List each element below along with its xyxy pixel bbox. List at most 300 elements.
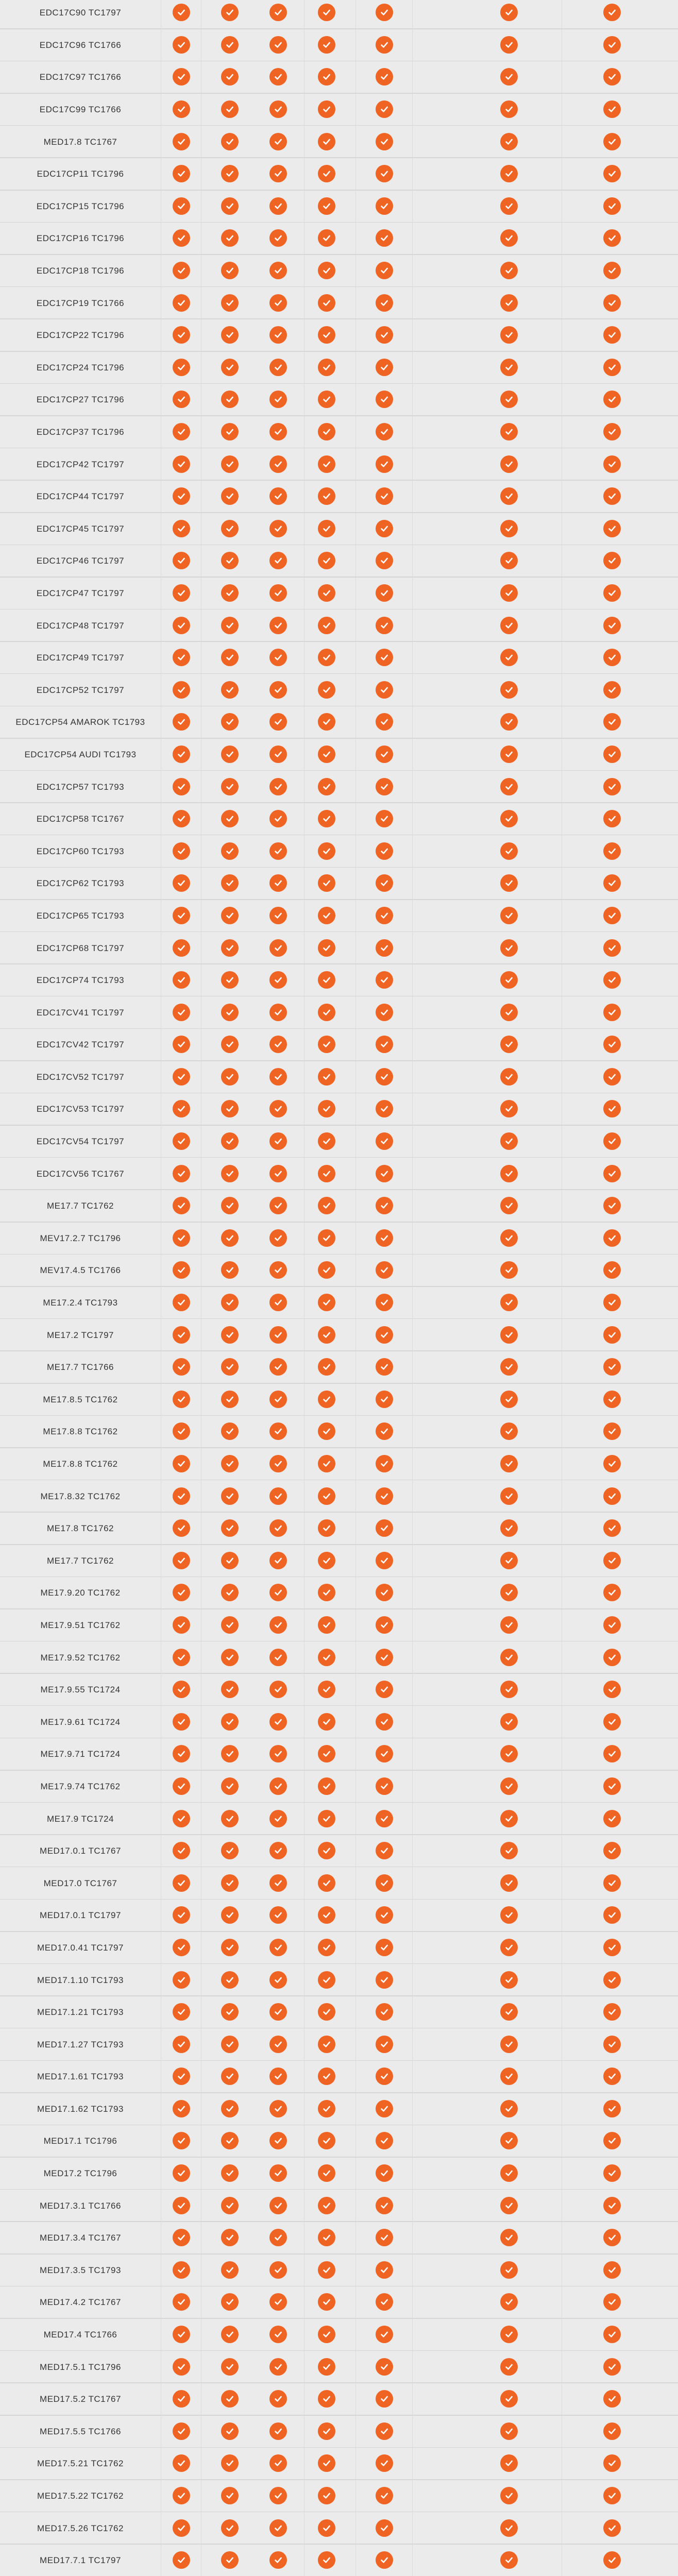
column-divider — [412, 1545, 413, 1578]
check-circle-icon — [269, 1165, 287, 1182]
column-divider — [412, 2319, 413, 2351]
check-circle-icon — [221, 1649, 239, 1666]
check-circle-icon — [269, 2229, 287, 2246]
check-circle-icon — [221, 1552, 239, 1569]
ecu-model-label: MED17.0 TC1767 — [43, 1878, 117, 1888]
check-circle-icon — [173, 778, 190, 795]
table-row — [0, 1577, 678, 1609]
check-circle-icon — [500, 1745, 518, 1762]
check-circle-icon — [221, 1810, 239, 1827]
column-divider — [355, 2222, 356, 2255]
check-circle-icon — [221, 455, 239, 473]
ecu-model-label: MED17.3.1 TC1766 — [40, 2200, 121, 2211]
check-circle-icon — [318, 939, 335, 957]
column-divider — [355, 642, 356, 674]
check-circle-icon — [603, 2132, 621, 2149]
check-circle-icon — [221, 1713, 239, 1731]
column-divider — [355, 2480, 356, 2513]
check-circle-icon — [318, 1068, 335, 1086]
check-circle-icon — [269, 2132, 287, 2149]
ecu-model-label: EDC17CP65 TC1793 — [36, 910, 125, 921]
check-circle-icon — [221, 1487, 239, 1505]
check-circle-icon — [500, 552, 518, 569]
ecu-model-label: EDC17C97 TC1766 — [39, 72, 122, 82]
check-circle-icon — [221, 778, 239, 795]
check-circle-icon — [376, 1004, 393, 1021]
check-circle-icon — [173, 133, 190, 150]
check-circle-icon — [500, 2390, 518, 2408]
column-divider — [355, 771, 356, 803]
check-circle-icon — [603, 617, 621, 634]
check-circle-icon — [376, 1036, 393, 1053]
ecu-model-label: EDC17CP18 TC1796 — [36, 266, 125, 276]
check-circle-icon — [500, 1971, 518, 1989]
table-row — [0, 1287, 678, 1319]
check-circle-icon — [376, 423, 393, 440]
column-divider — [412, 1513, 413, 1545]
check-circle-icon — [173, 1971, 190, 1989]
check-circle-icon — [221, 1229, 239, 1247]
check-circle-icon — [603, 391, 621, 408]
check-circle-icon — [269, 1713, 287, 1731]
check-circle-icon — [269, 100, 287, 118]
check-circle-icon — [173, 391, 190, 408]
check-circle-icon — [376, 1294, 393, 1311]
check-circle-icon — [376, 1519, 393, 1537]
check-circle-icon — [269, 939, 287, 957]
column-divider — [412, 1029, 413, 1061]
check-circle-icon — [318, 2261, 335, 2279]
check-circle-icon — [173, 2067, 190, 2085]
column-divider — [412, 868, 413, 900]
column-divider — [355, 545, 356, 578]
check-circle-icon — [500, 939, 518, 957]
column-divider — [412, 287, 413, 319]
check-circle-icon — [376, 487, 393, 505]
check-circle-icon — [500, 681, 518, 699]
check-circle-icon — [318, 2036, 335, 2053]
check-circle-icon — [269, 326, 287, 344]
check-circle-icon — [376, 2132, 393, 2149]
column-divider — [412, 1803, 413, 1835]
check-circle-icon — [221, 2519, 239, 2537]
column-divider — [412, 1964, 413, 1996]
column-divider — [412, 29, 413, 62]
check-circle-icon — [603, 1487, 621, 1505]
column-divider — [412, 1771, 413, 1803]
check-circle-icon — [318, 778, 335, 795]
column-divider — [412, 964, 413, 997]
check-circle-icon — [603, 2454, 621, 2472]
column-divider — [355, 287, 356, 319]
check-circle-icon — [269, 1939, 287, 1956]
check-circle-icon — [269, 1261, 287, 1279]
ecu-model-label: ME17.9 TC1724 — [47, 1814, 114, 1824]
check-circle-icon — [603, 1681, 621, 1698]
table-row — [0, 1255, 678, 1287]
check-circle-icon — [500, 1487, 518, 1505]
table-row — [0, 1545, 678, 1578]
column-divider — [355, 1674, 356, 1706]
check-circle-icon — [173, 552, 190, 569]
table-row — [0, 2093, 678, 2126]
ecu-model-label: MED17.7.1 TC1797 — [40, 2555, 121, 2566]
table-row — [0, 1513, 678, 1545]
check-circle-icon — [603, 1777, 621, 1795]
ecu-model-label: EDC17CP47 TC1797 — [36, 588, 125, 598]
check-circle-icon — [269, 455, 287, 473]
ecu-model-label: EDC17CV54 TC1797 — [36, 1137, 125, 1147]
check-circle-icon — [173, 2551, 190, 2569]
check-circle-icon — [376, 68, 393, 86]
check-circle-icon — [500, 778, 518, 795]
check-circle-icon — [318, 810, 335, 827]
column-divider — [412, 223, 413, 255]
check-circle-icon — [500, 1261, 518, 1279]
ecu-model-label: ME17.8.8 TC1762 — [43, 1459, 118, 1469]
check-circle-icon — [376, 2261, 393, 2279]
check-circle-icon — [221, 1681, 239, 1698]
check-circle-icon — [221, 810, 239, 827]
column-divider — [355, 2093, 356, 2126]
table-row — [0, 1641, 678, 1674]
check-circle-icon — [269, 2551, 287, 2569]
check-circle-icon — [500, 971, 518, 989]
check-circle-icon — [173, 487, 190, 505]
check-circle-icon — [376, 2551, 393, 2569]
check-circle-icon — [173, 907, 190, 924]
check-circle-icon — [269, 907, 287, 924]
column-divider — [355, 2448, 356, 2480]
ecu-model-label: EDC17CP44 TC1797 — [36, 492, 125, 502]
check-circle-icon — [376, 1552, 393, 1569]
column-divider — [355, 1448, 356, 1481]
table-row — [0, 1416, 678, 1448]
column-divider — [412, 2383, 413, 2416]
check-circle-icon — [221, 2100, 239, 2117]
check-circle-icon — [500, 907, 518, 924]
check-circle-icon — [269, 1229, 287, 1247]
column-divider — [412, 448, 413, 481]
check-circle-icon — [221, 2422, 239, 2440]
ecu-model-label: EDC17CP37 TC1796 — [36, 427, 125, 437]
check-circle-icon — [318, 229, 335, 247]
check-circle-icon — [318, 326, 335, 344]
check-circle-icon — [376, 2293, 393, 2311]
check-circle-icon — [221, 1842, 239, 1859]
check-circle-icon — [376, 2390, 393, 2408]
check-circle-icon — [500, 1906, 518, 1924]
check-circle-icon — [221, 552, 239, 569]
table-row — [0, 1964, 678, 1996]
check-circle-icon — [173, 1810, 190, 1827]
check-circle-icon — [376, 2100, 393, 2117]
ecu-model-label: EDC17CP16 TC1796 — [36, 233, 125, 244]
check-circle-icon — [376, 520, 393, 537]
check-circle-icon — [221, 1906, 239, 1924]
check-circle-icon — [221, 197, 239, 215]
column-divider — [412, 1126, 413, 1158]
check-circle-icon — [269, 617, 287, 634]
column-divider — [412, 2222, 413, 2255]
check-circle-icon — [376, 1584, 393, 1601]
check-circle-icon — [500, 1197, 518, 1214]
table-row — [0, 1609, 678, 1642]
check-circle-icon — [500, 455, 518, 473]
table-row — [0, 2222, 678, 2255]
check-circle-icon — [221, 36, 239, 54]
check-circle-icon — [318, 262, 335, 279]
ecu-model-label: MED17.5.2 TC1767 — [40, 2394, 121, 2404]
check-circle-icon — [318, 1261, 335, 1279]
ecu-model-label: MED17.1 TC1796 — [43, 2136, 117, 2146]
check-circle-icon — [173, 745, 190, 763]
column-divider — [355, 1641, 356, 1674]
column-divider — [355, 1029, 356, 1061]
check-circle-icon — [173, 1713, 190, 1731]
check-circle-icon — [318, 1358, 335, 1376]
check-circle-icon — [318, 520, 335, 537]
check-circle-icon — [603, 165, 621, 182]
table-row — [0, 739, 678, 771]
column-divider — [412, 0, 413, 29]
check-circle-icon — [221, 391, 239, 408]
check-circle-icon — [500, 1874, 518, 1892]
check-circle-icon — [500, 1358, 518, 1376]
check-circle-icon — [173, 1326, 190, 1344]
check-circle-icon — [269, 552, 287, 569]
ecu-model-label: EDC17CP42 TC1797 — [36, 459, 125, 469]
check-circle-icon — [221, 1197, 239, 1214]
table-row — [0, 1384, 678, 1416]
check-circle-icon — [269, 874, 287, 892]
check-circle-icon — [221, 133, 239, 150]
check-circle-icon — [173, 1616, 190, 1634]
check-circle-icon — [269, 165, 287, 182]
check-circle-icon — [376, 1487, 393, 1505]
check-circle-icon — [603, 1165, 621, 1182]
column-divider — [412, 2448, 413, 2480]
ecu-model-label: EDC17CP60 TC1793 — [36, 846, 125, 856]
column-divider — [355, 2383, 356, 2416]
check-circle-icon — [221, 745, 239, 763]
table-row — [0, 2545, 678, 2576]
column-divider — [412, 1480, 413, 1513]
check-circle-icon — [318, 617, 335, 634]
check-circle-icon — [603, 552, 621, 569]
check-circle-icon — [269, 294, 287, 312]
check-circle-icon — [173, 2261, 190, 2279]
table-row — [0, 384, 678, 416]
check-circle-icon — [376, 2067, 393, 2085]
ecu-model-label: EDC17CP57 TC1793 — [36, 782, 125, 792]
check-circle-icon — [173, 681, 190, 699]
check-circle-icon — [173, 229, 190, 247]
column-divider — [412, 2512, 413, 2545]
check-circle-icon — [318, 197, 335, 215]
check-circle-icon — [603, 100, 621, 118]
check-circle-icon — [603, 1519, 621, 1537]
column-divider — [355, 2319, 356, 2351]
check-circle-icon — [500, 584, 518, 602]
check-circle-icon — [221, 1326, 239, 1344]
table-row — [0, 126, 678, 158]
check-circle-icon — [318, 745, 335, 763]
check-circle-icon — [376, 939, 393, 957]
ecu-model-label: EDC17CP48 TC1797 — [36, 620, 125, 631]
check-circle-icon — [500, 2422, 518, 2440]
column-divider — [355, 1932, 356, 1964]
column-divider — [355, 900, 356, 933]
check-circle-icon — [221, 1745, 239, 1762]
check-circle-icon — [269, 1745, 287, 1762]
table-row — [0, 2319, 678, 2351]
column-divider — [412, 319, 413, 352]
check-circle-icon — [269, 2326, 287, 2343]
check-circle-icon — [603, 1649, 621, 1666]
ecu-model-label: MED17.1.10 TC1793 — [37, 1975, 124, 1985]
check-circle-icon — [376, 2229, 393, 2246]
check-circle-icon — [603, 1004, 621, 1021]
check-circle-icon — [173, 1229, 190, 1247]
ecu-model-label: EDC17CV56 TC1767 — [36, 1168, 125, 1179]
column-divider — [355, 2286, 356, 2319]
check-circle-icon — [221, 1004, 239, 1021]
column-divider — [412, 1158, 413, 1190]
check-circle-icon — [500, 617, 518, 634]
check-circle-icon — [500, 1100, 518, 1117]
check-circle-icon — [603, 681, 621, 699]
check-circle-icon — [603, 1391, 621, 1408]
table-row — [0, 545, 678, 578]
check-circle-icon — [221, 294, 239, 312]
column-divider — [412, 803, 413, 836]
ecu-model-label: ME17.2.4 TC1793 — [43, 1298, 118, 1308]
column-divider — [355, 1996, 356, 2029]
check-circle-icon — [221, 1132, 239, 1150]
check-circle-icon — [221, 2390, 239, 2408]
check-circle-icon — [376, 262, 393, 279]
column-divider — [355, 1706, 356, 1738]
check-circle-icon — [221, 1261, 239, 1279]
check-circle-icon — [269, 2003, 287, 2021]
table-row — [0, 255, 678, 287]
check-circle-icon — [376, 1132, 393, 1150]
check-circle-icon — [500, 1649, 518, 1666]
ecu-model-label: EDC17CP27 TC1796 — [36, 395, 125, 405]
column-divider — [355, 2512, 356, 2545]
check-circle-icon — [318, 2132, 335, 2149]
check-circle-icon — [500, 359, 518, 376]
column-divider — [412, 1287, 413, 1319]
column-divider — [355, 1480, 356, 1513]
check-circle-icon — [318, 649, 335, 666]
check-circle-icon — [376, 778, 393, 795]
check-circle-icon — [376, 1165, 393, 1182]
check-circle-icon — [173, 1197, 190, 1214]
check-circle-icon — [173, 100, 190, 118]
column-divider — [355, 384, 356, 416]
ecu-model-label: EDC17CP19 TC1766 — [36, 298, 125, 308]
column-divider — [412, 2416, 413, 2448]
check-circle-icon — [376, 1745, 393, 1762]
check-circle-icon — [500, 2261, 518, 2279]
check-circle-icon — [269, 1810, 287, 1827]
check-circle-icon — [500, 1842, 518, 1859]
ecu-model-label: MED17.1.27 TC1793 — [37, 2039, 124, 2049]
column-divider — [355, 1545, 356, 1578]
check-circle-icon — [603, 4, 621, 21]
check-circle-icon — [173, 520, 190, 537]
check-circle-icon — [603, 907, 621, 924]
check-circle-icon — [603, 229, 621, 247]
check-circle-icon — [269, 2067, 287, 2085]
column-divider — [412, 1577, 413, 1609]
check-circle-icon — [500, 197, 518, 215]
check-circle-icon — [221, 2293, 239, 2311]
check-circle-icon — [269, 423, 287, 440]
check-circle-icon — [500, 68, 518, 86]
ecu-model-label: MED17.4.2 TC1767 — [40, 2297, 121, 2308]
check-circle-icon — [376, 1358, 393, 1376]
check-circle-icon — [376, 1971, 393, 1989]
column-divider — [355, 1964, 356, 1996]
check-circle-icon — [173, 649, 190, 666]
column-divider — [355, 1513, 356, 1545]
check-circle-icon — [318, 2100, 335, 2117]
column-divider — [412, 2286, 413, 2319]
check-circle-icon — [376, 1842, 393, 1859]
check-circle-icon — [603, 2519, 621, 2537]
check-circle-icon — [376, 359, 393, 376]
check-circle-icon — [221, 681, 239, 699]
table-row — [0, 771, 678, 803]
check-circle-icon — [500, 229, 518, 247]
ecu-model-label: MED17.8 TC1767 — [43, 137, 117, 147]
check-circle-icon — [603, 1842, 621, 1859]
check-circle-icon — [269, 133, 287, 150]
table-row — [0, 2061, 678, 2093]
check-circle-icon — [173, 2003, 190, 2021]
check-circle-icon — [376, 2197, 393, 2214]
check-circle-icon — [318, 1939, 335, 1956]
check-circle-icon — [376, 1197, 393, 1214]
check-circle-icon — [221, 68, 239, 86]
check-circle-icon — [221, 1294, 239, 1311]
check-circle-icon — [269, 778, 287, 795]
check-circle-icon — [603, 2358, 621, 2376]
table-row — [0, 2286, 678, 2319]
check-circle-icon — [173, 1649, 190, 1666]
check-circle-icon — [173, 1004, 190, 1021]
column-divider — [355, 223, 356, 255]
check-circle-icon — [269, 229, 287, 247]
check-circle-icon — [173, 1939, 190, 1956]
table-row — [0, 964, 678, 997]
column-divider — [412, 545, 413, 578]
check-circle-icon — [603, 1068, 621, 1086]
check-circle-icon — [500, 745, 518, 763]
check-circle-icon — [500, 1455, 518, 1472]
check-circle-icon — [376, 842, 393, 860]
check-circle-icon — [500, 2003, 518, 2021]
ecu-model-label: ME17.7 TC1766 — [47, 1362, 114, 1372]
check-circle-icon — [318, 552, 335, 569]
check-circle-icon — [221, 2261, 239, 2279]
check-circle-icon — [269, 2261, 287, 2279]
check-circle-icon — [318, 907, 335, 924]
check-circle-icon — [173, 2229, 190, 2246]
